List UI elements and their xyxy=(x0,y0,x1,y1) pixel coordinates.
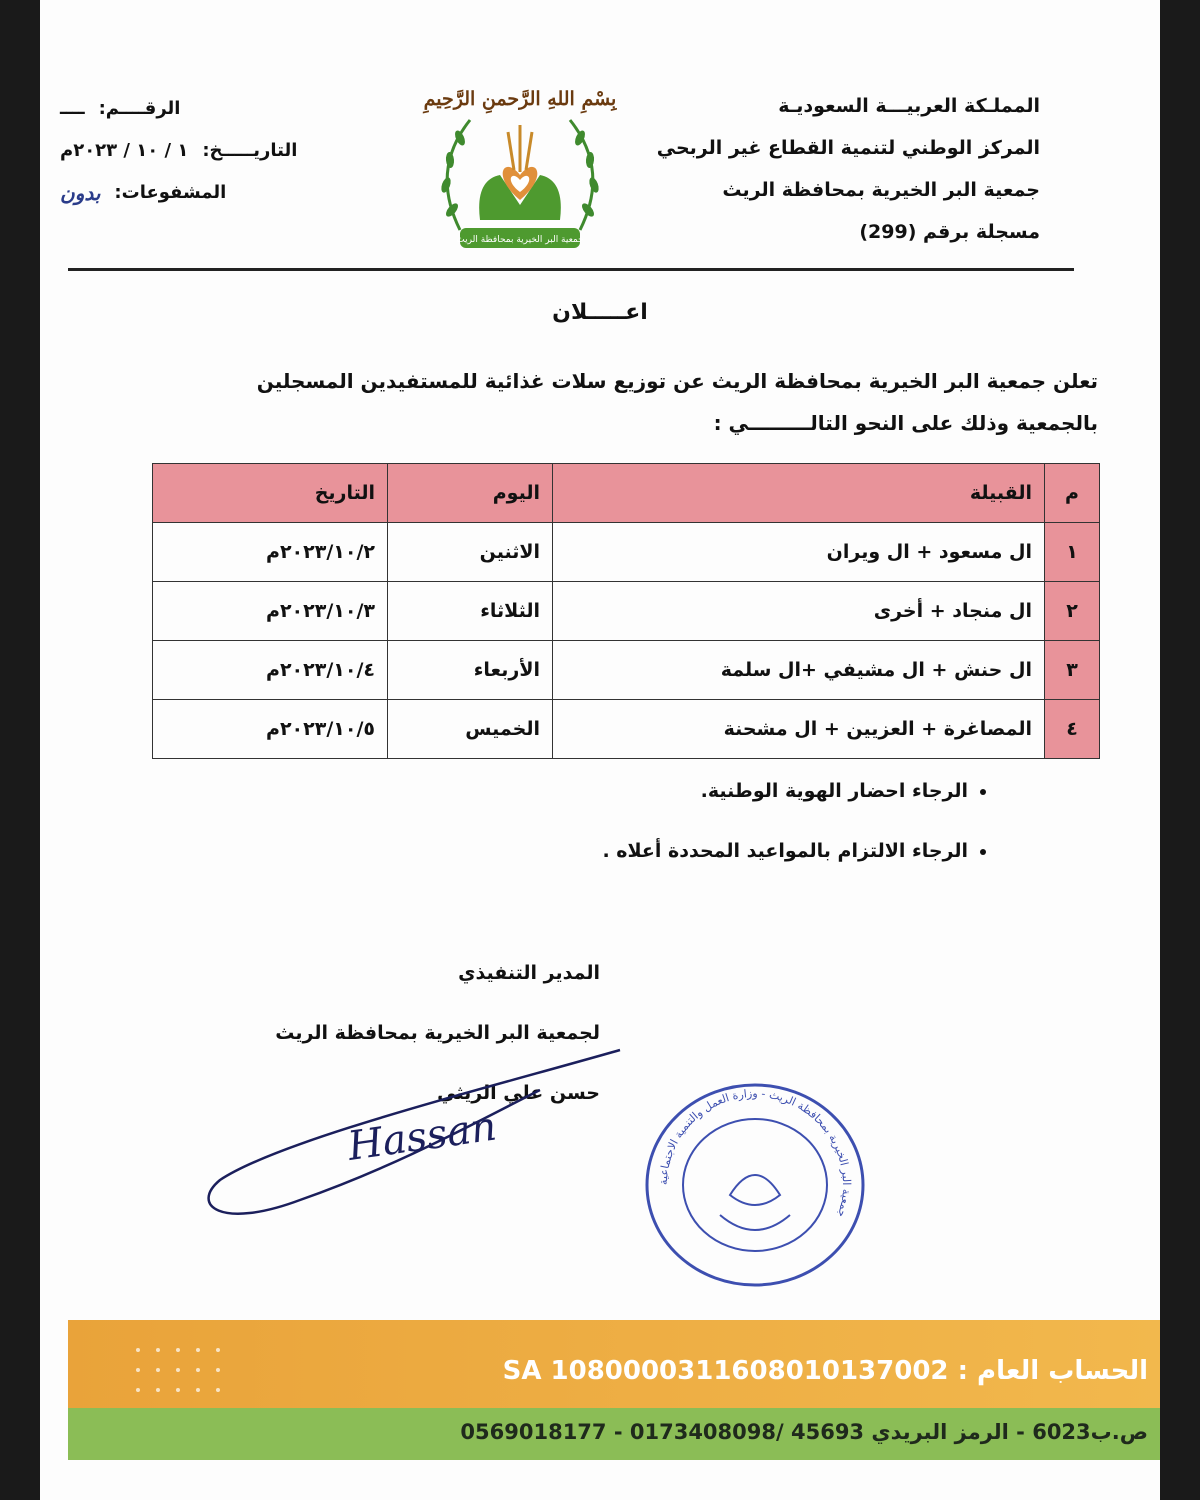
row-number: ١ xyxy=(1045,523,1100,582)
header-line-3: جمعية البر الخيرية بمحافظة الريث xyxy=(722,179,1040,201)
note-item: • الرجاء الالتزام بالمواعيد المحددة أعلاه . xyxy=(190,835,968,895)
attachments-value: بدون xyxy=(60,181,101,205)
row-day: الثلاثاء xyxy=(388,582,553,641)
ref-block xyxy=(60,88,350,214)
official-stamp xyxy=(635,1075,875,1295)
row-tribe: ال مسعود + ال ويران xyxy=(553,523,1045,582)
bank-account: الحساب العام : SA 1080000311608010137002 xyxy=(502,1356,1148,1386)
handwritten-signature xyxy=(180,1030,640,1250)
signer-name: حسن علي الريثي xyxy=(437,1082,600,1104)
row-tribe: المصاغرة + العزيين + ال مشحنة xyxy=(553,700,1045,759)
date-label: التاريـــــخ: xyxy=(202,140,298,161)
notes-list xyxy=(190,775,990,895)
row-number: ٤ xyxy=(1045,700,1100,759)
announcement-title: اعـــــلان xyxy=(552,300,648,325)
table-row xyxy=(153,523,1100,582)
header-line-1: المملـكة العربيـــة السعوديـة xyxy=(778,95,1040,117)
header-line-2: المركز الوطني لتنمية القطاع غير الربحي xyxy=(656,137,1040,159)
note-item: • الرجاء احضار الهوية الوطنية. xyxy=(190,775,968,835)
row-day: الأربعاء xyxy=(388,641,553,700)
logo-caption: جمعية البر الخيرية بمحافظة الريث xyxy=(456,235,584,245)
signer-org: لجمعية البر الخيرية بمحافظة الريث xyxy=(275,1022,600,1044)
col-header-date: التاريخ xyxy=(153,464,388,523)
footer-banner xyxy=(68,1320,1160,1460)
stamp-text: جمعية البر الخيرية بمحافظة الريث - وزارة العمل والتنمية الاجتماعية xyxy=(656,1086,854,1220)
row-tribe: ال منجاد + أخرى xyxy=(553,582,1045,641)
org-header xyxy=(620,85,1040,253)
ref-value: ــــ xyxy=(60,98,85,119)
table-header-row xyxy=(153,464,1100,523)
table-row xyxy=(153,641,1100,700)
header-divider xyxy=(68,268,1074,271)
distribution-table xyxy=(152,463,1100,759)
footer-dot-pattern xyxy=(128,1340,308,1440)
row-number: ٢ xyxy=(1045,582,1100,641)
row-date: ٢٠٢٣/١٠/٢م xyxy=(153,523,388,582)
row-date: ٢٠٢٣/١٠/٣م xyxy=(153,582,388,641)
attachments-label: المشفوعات: xyxy=(114,182,227,203)
row-day: الخميس xyxy=(388,700,553,759)
col-header-number: م xyxy=(1045,464,1100,523)
charity-logo xyxy=(420,80,620,260)
announcement-intro: تعلن جمعية البر الخيرية بمحافظة الريث عن توزيع سلات غذائية للمستفيدين المسجلين بالجمعية وذلك على النحو التالـــــــــي : xyxy=(256,369,1098,435)
row-date: ٢٠٢٣/١٠/٤م xyxy=(153,641,388,700)
table-row xyxy=(153,582,1100,641)
basmala: بِسْمِ اللهِ الرَّحمنِ الرَّحِيمِ xyxy=(423,88,617,110)
ref-label: الرقــــم: xyxy=(98,98,181,119)
table-row xyxy=(153,700,1100,759)
col-header-day: اليوم xyxy=(388,464,553,523)
header-line-4: مسجلة برقم (299) xyxy=(859,221,1040,243)
signature-script: Hassan xyxy=(344,1103,500,1170)
date-value: ١ / ١٠ / ٢٠٢٣م xyxy=(60,140,189,161)
row-day: الاثنين xyxy=(388,523,553,582)
document-page xyxy=(40,0,1160,1500)
row-date: ٢٠٢٣/١٠/٥م xyxy=(153,700,388,759)
contact-address: ص.ب6023 - الرمز البريدي 45693 /0173408098 - 0569018177 xyxy=(460,1420,1148,1444)
row-number: ٣ xyxy=(1045,641,1100,700)
col-header-tribe: القبيلة xyxy=(553,464,1045,523)
row-tribe: ال حنش + ال مشيفي +ال سلمة xyxy=(553,641,1045,700)
signer-role: المدير التنفيذي xyxy=(458,962,600,984)
